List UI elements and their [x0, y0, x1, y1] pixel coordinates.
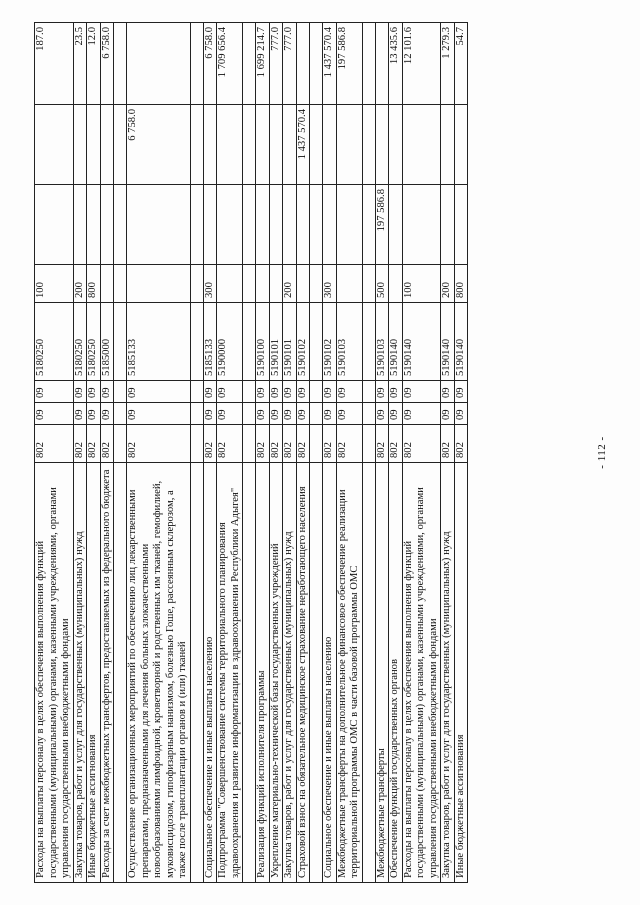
spacer-cell	[310, 403, 323, 425]
cell-amount-c: 12 101.6	[402, 23, 441, 105]
cell-amount-b	[217, 105, 243, 185]
cell-target-article: 5190103	[336, 303, 362, 381]
spacer-cell	[310, 185, 323, 265]
cell-target-article: 5180250	[87, 303, 101, 381]
spacer-cell	[362, 403, 375, 425]
cell-ministry: 802	[203, 425, 217, 463]
cell-amount-a	[336, 185, 362, 265]
cell-amount-a	[323, 185, 337, 265]
spacer-cell	[362, 23, 375, 105]
cell-expense-type: 100	[35, 265, 74, 303]
table-row	[336, 23, 362, 883]
cell-target-article: 5180250	[73, 303, 87, 381]
spacer-cell	[310, 381, 323, 403]
cell-amount-b	[35, 105, 74, 185]
cell-name: Расходы за счет межбюджетных трансфертов, предоставляемых из федерального бюджета	[100, 463, 114, 883]
cell-ministry: 802	[100, 425, 114, 463]
cell-section: 09	[296, 403, 310, 425]
cell-section: 09	[454, 403, 468, 425]
cell-ministry: 802	[73, 425, 87, 463]
cell-expense-type: 300	[323, 265, 337, 303]
cell-amount-a	[296, 185, 310, 265]
cell-ministry: 802	[454, 425, 468, 463]
spacer-cell	[114, 185, 127, 265]
spacer-cell	[310, 425, 323, 463]
table-row	[35, 23, 74, 883]
cell-subsection: 09	[203, 381, 217, 403]
cell-name: Социальное обеспечение и иные выплаты населению	[323, 463, 337, 883]
spacer-cell	[310, 23, 323, 105]
spacer-cell	[243, 105, 256, 185]
cell-amount-c: 23.5	[73, 23, 87, 105]
spacer-cell	[114, 23, 127, 105]
cell-expense-type: 200	[283, 265, 297, 303]
table-row	[323, 23, 337, 883]
spacer-row	[114, 23, 127, 883]
cell-subsection: 09	[375, 381, 389, 403]
spacer-cell	[114, 265, 127, 303]
cell-target-article: 5190140	[389, 303, 403, 381]
spacer-row	[310, 23, 323, 883]
table-row	[375, 23, 389, 883]
cell-amount-a	[269, 185, 283, 265]
cell-amount-c: 1 279.3	[441, 23, 455, 105]
spacer-cell	[243, 381, 256, 403]
table-row	[269, 23, 283, 883]
spacer-cell	[243, 23, 256, 105]
cell-expense-type: 200	[73, 265, 87, 303]
cell-amount-a	[35, 185, 74, 265]
spacer-cell	[310, 265, 323, 303]
cell-target-article: 5190101	[283, 303, 297, 381]
spacer-cell	[362, 463, 375, 883]
spacer-cell	[362, 425, 375, 463]
cell-expense-type: 100	[402, 265, 441, 303]
cell-ministry: 802	[127, 425, 191, 463]
cell-amount-c: 1 709 656.4	[217, 23, 243, 105]
cell-subsection: 09	[454, 381, 468, 403]
cell-amount-a	[73, 185, 87, 265]
cell-target-article: 5190140	[454, 303, 468, 381]
spacer-cell	[190, 425, 203, 463]
cell-subsection: 09	[389, 381, 403, 403]
cell-ministry: 802	[336, 425, 362, 463]
cell-subsection: 09	[441, 381, 455, 403]
cell-name: Страховой взнос на обязательное медицинское страхование неработающего населения	[296, 463, 310, 883]
cell-amount-c	[296, 23, 310, 105]
cell-target-article: 5190102	[296, 303, 310, 381]
spacer-cell	[362, 105, 375, 185]
cell-subsection: 09	[127, 381, 191, 403]
cell-amount-a	[127, 185, 191, 265]
cell-amount-a	[389, 185, 403, 265]
cell-expense-type	[336, 265, 362, 303]
cell-subsection: 09	[100, 381, 114, 403]
cell-expense-type	[256, 265, 270, 303]
cell-section: 09	[35, 403, 74, 425]
table-row	[203, 23, 217, 883]
cell-section: 09	[217, 403, 243, 425]
cell-expense-type: 200	[441, 265, 455, 303]
table-row	[402, 23, 441, 883]
spacer-cell	[310, 303, 323, 381]
cell-target-article: 5190103	[375, 303, 389, 381]
cell-subsection: 09	[269, 381, 283, 403]
cell-ministry: 802	[217, 425, 243, 463]
cell-section: 09	[336, 403, 362, 425]
cell-section: 09	[283, 403, 297, 425]
cell-ministry: 802	[269, 425, 283, 463]
cell-section: 09	[100, 403, 114, 425]
spacer-cell	[114, 403, 127, 425]
cell-amount-b	[283, 105, 297, 185]
cell-amount-b	[375, 105, 389, 185]
table-row	[127, 23, 191, 883]
cell-expense-type	[269, 265, 283, 303]
cell-name: Подпрограмма "Совершенствование системы территориального планирования здравоохранения и развитие информатизации в здравоохранении Республики Адыгея"	[217, 463, 243, 883]
spacer-cell	[243, 185, 256, 265]
spacer-cell	[114, 105, 127, 185]
cell-target-article: 5190100	[256, 303, 270, 381]
cell-ministry: 802	[35, 425, 74, 463]
cell-amount-a	[100, 185, 114, 265]
spacer-cell	[114, 425, 127, 463]
cell-section: 09	[256, 403, 270, 425]
spacer-cell	[362, 185, 375, 265]
cell-amount-b	[203, 105, 217, 185]
cell-amount-a	[441, 185, 455, 265]
cell-amount-c: 1 699 214.7	[256, 23, 270, 105]
cell-target-article: 5190140	[402, 303, 441, 381]
cell-ministry: 802	[389, 425, 403, 463]
cell-target-article: 5185133	[127, 303, 191, 381]
cell-amount-c	[375, 23, 389, 105]
cell-expense-type: 800	[454, 265, 468, 303]
cell-ministry: 802	[283, 425, 297, 463]
cell-name: Иные бюджетные ассигнования	[87, 463, 101, 883]
cell-amount-b: 1 437 570.4	[296, 105, 310, 185]
cell-expense-type: 500	[375, 265, 389, 303]
cell-ministry: 802	[402, 425, 441, 463]
cell-name: Расходы на выплаты персоналу в целях обеспечения выполнения функций государственными (муниципальными) органами, казенными учреждениями, органами управления государственными внебюджетными фондами	[35, 463, 74, 883]
cell-subsection: 09	[35, 381, 74, 403]
cell-amount-b: 6 758.0	[127, 105, 191, 185]
spacer-cell	[243, 463, 256, 883]
cell-amount-c: 1 437 570.4	[323, 23, 337, 105]
table-row	[454, 23, 468, 883]
cell-amount-b	[441, 105, 455, 185]
spacer-cell	[362, 303, 375, 381]
spacer-cell	[190, 403, 203, 425]
cell-subsection: 09	[217, 381, 243, 403]
spacer-cell	[310, 105, 323, 185]
cell-ministry: 802	[256, 425, 270, 463]
cell-subsection: 09	[402, 381, 441, 403]
cell-name: Обеспечение функций государственных органов	[389, 463, 403, 883]
table-row	[100, 23, 114, 883]
cell-amount-c: 12.0	[87, 23, 101, 105]
cell-target-article: 5190101	[269, 303, 283, 381]
cell-name: Межбюджетные трансферты на дополнительное финансовое обеспечение реализации территориальной программы ОМС в части базовой программы ОМС	[336, 463, 362, 883]
spacer-cell	[310, 463, 323, 883]
spacer-cell	[362, 265, 375, 303]
cell-name: Закупка товаров, работ и услуг для государственных (муниципальных) нужд	[283, 463, 297, 883]
table-row	[256, 23, 270, 883]
table-row	[283, 23, 297, 883]
cell-subsection: 09	[283, 381, 297, 403]
cell-subsection: 09	[87, 381, 101, 403]
cell-expense-type	[100, 265, 114, 303]
cell-name: Реализация функций исполнителя программы	[256, 463, 270, 883]
cell-ministry: 802	[375, 425, 389, 463]
cell-name: Иные бюджетные ассигнования	[454, 463, 468, 883]
cell-amount-b	[336, 105, 362, 185]
cell-amount-c: 777.0	[269, 23, 283, 105]
cell-expense-type: 800	[87, 265, 101, 303]
cell-expense-type	[296, 265, 310, 303]
cell-amount-b	[389, 105, 403, 185]
table-row	[217, 23, 243, 883]
cell-name: Закупка товаров, работ и услуг для государственных (муниципальных) нужд	[73, 463, 87, 883]
cell-expense-type: 300	[203, 265, 217, 303]
budget-table-body	[35, 23, 468, 883]
cell-amount-a	[454, 185, 468, 265]
table-row	[296, 23, 310, 883]
cell-amount-c: 54.7	[454, 23, 468, 105]
cell-section: 09	[127, 403, 191, 425]
cell-subsection: 09	[296, 381, 310, 403]
spacer-row	[362, 23, 375, 883]
cell-amount-b	[402, 105, 441, 185]
cell-expense-type	[217, 265, 243, 303]
cell-section: 09	[323, 403, 337, 425]
cell-amount-c	[127, 23, 191, 105]
cell-amount-b	[256, 105, 270, 185]
cell-name: Закупка товаров, работ и услуг для государственных (муниципальных) нужд	[441, 463, 455, 883]
cell-amount-b	[269, 105, 283, 185]
cell-amount-a	[402, 185, 441, 265]
cell-section: 09	[73, 403, 87, 425]
spacer-cell	[362, 381, 375, 403]
cell-amount-b	[73, 105, 87, 185]
spacer-cell	[114, 463, 127, 883]
spacer-cell	[243, 403, 256, 425]
spacer-cell	[114, 303, 127, 381]
cell-name: Осуществление организационных мероприятий по обеспечению лиц лекарственными препаратами, предназначенными для лечения больных злокачественными новообразованиями лимфоидной, кроветворной и родственных им тканей, гемофилией, муковисцидозом, гипофизарным нанизмом, болезнью Гоше, рассеянным склерозом, а также после трансплантации органов и (или) тканей	[127, 463, 191, 883]
cell-target-article: 5190102	[323, 303, 337, 381]
cell-section: 09	[203, 403, 217, 425]
cell-name: Межбюджетные трансферты	[375, 463, 389, 883]
spacer-cell	[190, 265, 203, 303]
budget-table	[34, 22, 468, 883]
spacer-cell	[190, 303, 203, 381]
spacer-cell	[243, 265, 256, 303]
cell-amount-c: 6 758.0	[203, 23, 217, 105]
cell-section: 09	[87, 403, 101, 425]
cell-amount-c: 6 758.0	[100, 23, 114, 105]
cell-target-article: 5190140	[441, 303, 455, 381]
cell-ministry: 802	[87, 425, 101, 463]
cell-section: 09	[389, 403, 403, 425]
cell-ministry: 802	[296, 425, 310, 463]
cell-amount-a	[283, 185, 297, 265]
cell-amount-c: 13 435.6	[389, 23, 403, 105]
cell-amount-b	[100, 105, 114, 185]
cell-amount-b	[454, 105, 468, 185]
cell-target-article: 5185000	[100, 303, 114, 381]
cell-subsection: 09	[336, 381, 362, 403]
cell-subsection: 09	[73, 381, 87, 403]
cell-subsection: 09	[323, 381, 337, 403]
cell-section: 09	[375, 403, 389, 425]
cell-amount-b	[323, 105, 337, 185]
cell-name: Социальное обеспечение и иные выплаты населению	[203, 463, 217, 883]
table-row	[389, 23, 403, 883]
cell-section: 09	[402, 403, 441, 425]
page-number: - 112 -	[596, 436, 608, 469]
table-row	[441, 23, 455, 883]
cell-ministry: 802	[323, 425, 337, 463]
cell-section: 09	[441, 403, 455, 425]
cell-amount-a	[256, 185, 270, 265]
cell-target-article: 5190000	[217, 303, 243, 381]
spacer-cell	[243, 425, 256, 463]
table-row	[73, 23, 87, 883]
cell-name: Укрепление материально-технической базы государственных учреждений	[269, 463, 283, 883]
cell-amount-c: 187.0	[35, 23, 74, 105]
cell-ministry: 802	[441, 425, 455, 463]
cell-amount-c: 197 586.8	[336, 23, 362, 105]
cell-amount-c: 777.0	[283, 23, 297, 105]
spacer-cell	[243, 303, 256, 381]
table-row	[87, 23, 101, 883]
cell-amount-a	[217, 185, 243, 265]
cell-target-article: 5180250	[35, 303, 74, 381]
cell-amount-a	[203, 185, 217, 265]
spacer-row	[190, 23, 203, 883]
spacer-cell	[190, 381, 203, 403]
cell-subsection: 09	[256, 381, 270, 403]
spacer-cell	[114, 381, 127, 403]
cell-name: Расходы на выплаты персоналу в целях обеспечения выполнения функций государственными (муниципальными) органами, казенными учреждениями, органами управления государственными внебюджетными фондами	[402, 463, 441, 883]
spacer-cell	[190, 23, 203, 105]
spacer-cell	[190, 463, 203, 883]
spacer-row	[243, 23, 256, 883]
cell-amount-a: 197 586.8	[375, 185, 389, 265]
cell-target-article: 5185133	[203, 303, 217, 381]
spacer-cell	[190, 185, 203, 265]
cell-expense-type	[127, 265, 191, 303]
spacer-cell	[190, 105, 203, 185]
cell-amount-a	[87, 185, 101, 265]
cell-amount-b	[87, 105, 101, 185]
cell-section: 09	[269, 403, 283, 425]
cell-expense-type	[389, 265, 403, 303]
